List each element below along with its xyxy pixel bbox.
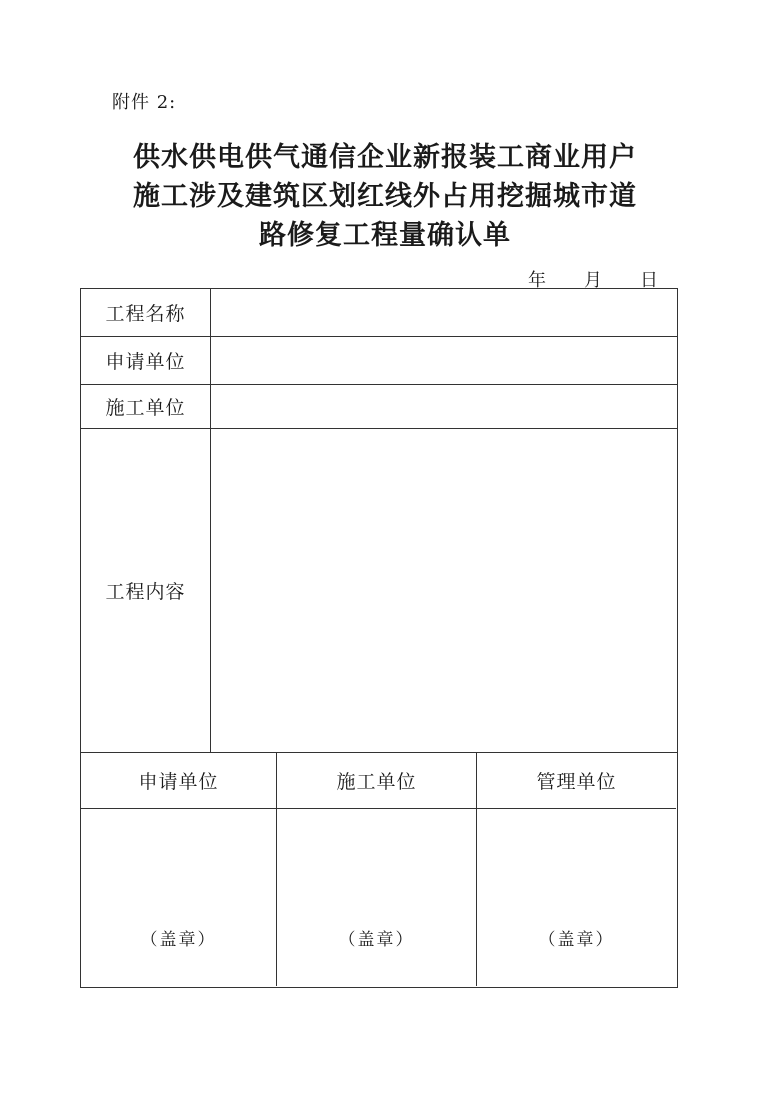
signature-header-applicant: 申请单位 xyxy=(81,753,277,809)
document-title xyxy=(90,138,680,255)
signature-header-contractor: 施工单位 xyxy=(277,753,477,809)
row-applicant xyxy=(81,337,677,385)
signature-cell-contractor[interactable] xyxy=(277,809,477,986)
stamp-label-contractor: （盖章） xyxy=(338,930,415,950)
title-line-3: 路修复工程量确认单 xyxy=(259,220,511,251)
stamp-label-manager: （盖章） xyxy=(538,930,615,950)
date-month: 月 xyxy=(584,270,602,291)
date-day: 日 xyxy=(640,270,658,291)
signature-header-manager: 管理单位 xyxy=(477,753,676,809)
title-line-1: 供水供电供气通信企业新报装工商业用户 xyxy=(133,142,637,173)
contractor-label: 施工单位 xyxy=(81,385,211,428)
row-project-content xyxy=(81,429,677,753)
signature-cell-applicant[interactable] xyxy=(81,809,277,986)
row-contractor xyxy=(81,385,677,429)
applicant-label: 申请单位 xyxy=(81,337,211,384)
project-name-label: 工程名称 xyxy=(81,289,211,336)
confirmation-form-table xyxy=(80,288,678,988)
applicant-field[interactable] xyxy=(211,337,677,384)
title-line-2: 施工涉及建筑区划红线外占用挖掘城市道 xyxy=(133,181,637,212)
contractor-field[interactable] xyxy=(211,385,677,428)
project-name-field[interactable] xyxy=(211,289,677,336)
signature-cell-manager[interactable] xyxy=(477,809,676,986)
date-year: 年 xyxy=(528,270,546,291)
project-content-field[interactable] xyxy=(211,429,677,752)
project-content-label: 工程内容 xyxy=(81,429,211,752)
stamp-label-applicant: （盖章） xyxy=(140,930,217,950)
row-project-name xyxy=(81,289,677,337)
attachment-label: 附件 2: xyxy=(112,92,177,113)
